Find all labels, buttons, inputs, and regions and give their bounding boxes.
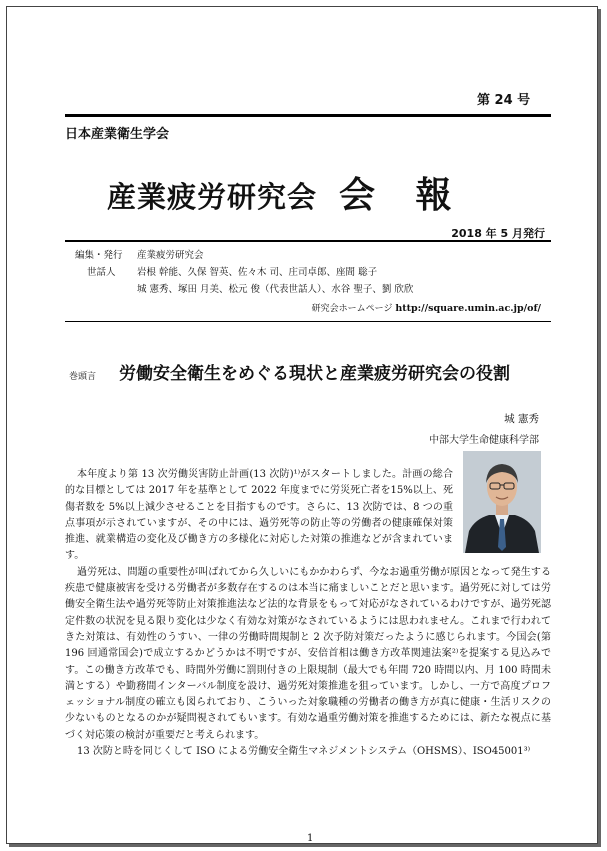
homepage-label: 研究会ホームページ [311,304,393,314]
paragraph-3: 13 次防と時を同じくして ISO による労働安全衛生マネジメントシステム（OHSMS）、ISO45001³⁾ [77,746,531,758]
society-name: 日本産業衛生学会 [65,127,170,142]
article-body [65,467,551,760]
staff-names-1: 岩根 幹能、久保 智英、佐々木 司、庄司卓郎、座間 聡子 [137,267,378,278]
editor-name: 産業疲労研究会 [137,250,204,261]
newsletter-title [107,167,466,218]
paragraph-2: 過労死は、問題の重要性が叫ばれてから久しいにもかかわらず、今なお過重労働が原因となって発生する疾患で健康被害を受ける労働者が多数存在するのは本当に痛ましいことだと思います。過労死に対しては労働安全衛生法や過労死等防止対策推進法など法的な背景をもって対応がなされているわけですが、過労死認定件数の状況を見る限り変化は少なく有効な対策がなされているようには思われません。これまで行われてきた対策は、有効性のうすい、一律の労働時間規制と 2 次予防対策だったように感じられます。今国会(第 196 回通常国会)で成立するかどうかは不明ですが、安倍首相は働き方改革関連法案²⁾を提案する見込みです。この働き方改革でも、時間外労働に罰則付きの上限規制（最大でも年間 720 時間以内、月 100 時間未満とする）や勤務間インターバル制度を設け、過労死対策推進を狙っています。しかし、一方で高度プロフェッショナル制度の確立も図られており、こういった対象職種の労働者の働き方が真に健康・生活リスクの少ないものとなるのかが疑問視されてもいます。有効な過重労働対策を推進するためには、新たな視点に基づく対応策の検討が重要だと考えられます。 [65,566,551,741]
article-title: 労働安全衛生をめぐる現状と産業疲労研究会の役割 [119,364,510,384]
author-affiliation: 中部大学生命健康科学部 [429,435,539,446]
header-rule-mid [65,240,551,242]
homepage-line [312,301,541,314]
title-main: 産業疲労研究会 [107,180,318,214]
masthead-info [75,247,413,298]
issue-number: 第 24 号 [477,93,531,108]
editor-label: 編集・発行 [75,250,123,261]
title-big: 会 報 [339,175,466,216]
section-tag: 巻頭言 [69,372,97,382]
homepage-link[interactable]: http://square.umin.ac.jp/of/ [395,303,541,314]
author-name: 城 憲秀 [504,413,539,425]
newsletter-page [6,6,598,844]
header-rule-top [65,114,551,117]
staff-names-2: 城 憲秀、塚田 月美、松元 俊（代表世話人）、水谷 聖子、劉 欣欣 [137,284,414,295]
issue-date: 2018 年 5 月発行 [451,227,545,240]
staff-label: 世話人 [87,267,116,278]
editor-line [75,247,413,264]
paragraph-1: 本年度より第 13 次労働災害防止計画(13 次防)¹⁾がスタートしました。計画の総合的な目標としては 2017 年を基準として 2022 年度までに労災死亡者を15%以上、死傷者数を 5%以上減少させることを目指すものです。さらに、13 次防では、8 つの重点事項が示されていますが、その中には、過労死等の防止等の労働者の健康確保対策推進、就業構造の変化及び働き方の多様化に対応した対策の推進などが含まれています。 [65,469,453,562]
header-rule-bottom [65,321,551,322]
page-number: 1 [307,833,314,844]
staff-line-2 [75,281,413,298]
staff-line-1 [75,264,413,281]
